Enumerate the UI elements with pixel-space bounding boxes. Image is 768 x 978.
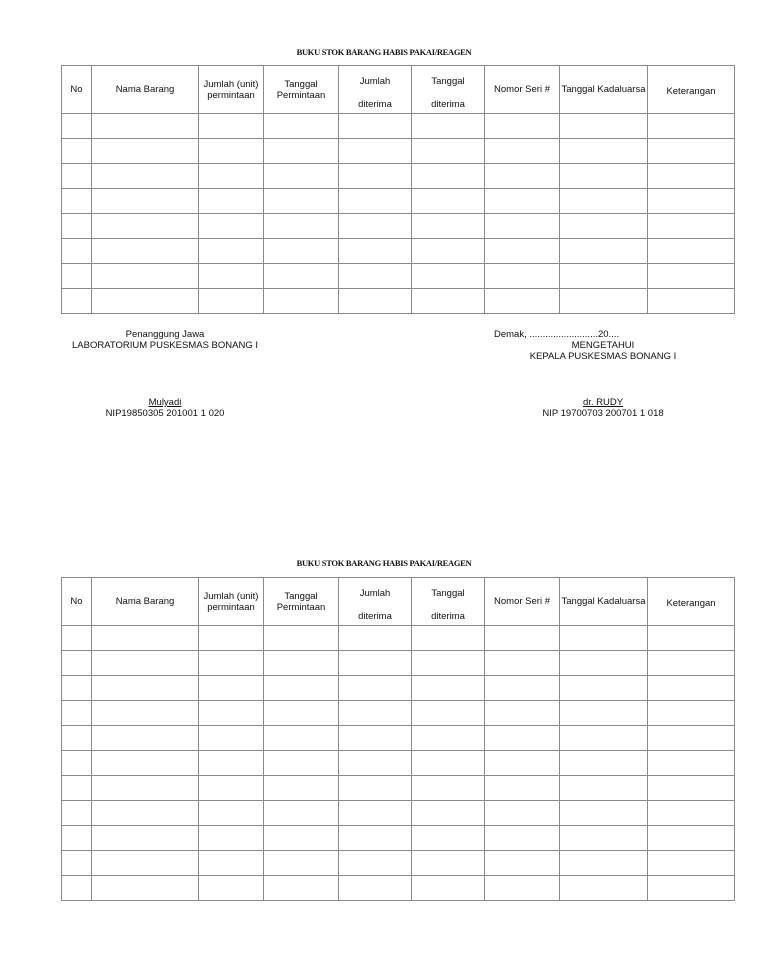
table-cell[interactable]: [560, 239, 648, 264]
table-cell[interactable]: [560, 264, 648, 289]
table-cell[interactable]: [485, 114, 560, 139]
col-no: No: [62, 66, 92, 114]
table-cell[interactable]: [412, 239, 485, 264]
signature-right-name: dr. RUDY: [582, 397, 624, 408]
table-cell[interactable]: [199, 851, 264, 876]
table-row: [62, 876, 735, 901]
table-cell[interactable]: [412, 876, 485, 901]
table-cell[interactable]: [199, 676, 264, 701]
table-cell[interactable]: [199, 751, 264, 776]
col-label: Tanggal: [284, 78, 318, 90]
table-cell[interactable]: [648, 651, 735, 676]
table-cell[interactable]: [264, 701, 339, 726]
table-cell[interactable]: [648, 139, 735, 164]
signature-left-title: Penanggung Jawa: [125, 329, 205, 340]
table-cell[interactable]: [560, 214, 648, 239]
table-cell[interactable]: [485, 801, 560, 826]
table-cell[interactable]: [648, 851, 735, 876]
table-cell[interactable]: [339, 826, 412, 851]
table-row: [62, 626, 735, 651]
table-cell[interactable]: [560, 139, 648, 164]
table-cell[interactable]: [485, 701, 560, 726]
table-header-row: [62, 66, 735, 114]
table-cell[interactable]: [648, 214, 735, 239]
table-cell[interactable]: [92, 626, 199, 651]
table-cell[interactable]: [92, 751, 199, 776]
table-cell[interactable]: [264, 214, 339, 239]
table-row: [62, 114, 735, 139]
table-cell[interactable]: [648, 189, 735, 214]
col-jumlah-permintaan: [199, 66, 264, 114]
table-cell[interactable]: [648, 876, 735, 901]
table-cell[interactable]: [485, 239, 560, 264]
table-cell[interactable]: [339, 876, 412, 901]
table-cell[interactable]: [264, 139, 339, 164]
signature-left-org: LABORATORIUM PUSKESMAS BONANG I: [72, 340, 258, 351]
table-cell[interactable]: [92, 876, 199, 901]
table-cell[interactable]: [264, 264, 339, 289]
table-cell[interactable]: [264, 851, 339, 876]
col-label: Tanggal: [431, 75, 465, 87]
table-cell[interactable]: [412, 776, 485, 801]
table-cell[interactable]: [412, 264, 485, 289]
table-cell[interactable]: [62, 676, 92, 701]
table-cell[interactable]: [412, 651, 485, 676]
table-row: [62, 164, 735, 189]
table-cell[interactable]: [92, 239, 199, 264]
table-row: [62, 214, 735, 239]
table-cell[interactable]: [485, 876, 560, 901]
col-kadaluarsa: Tanggal Kadaluarsa: [560, 66, 648, 114]
table-cell[interactable]: [199, 801, 264, 826]
table-cell[interactable]: [92, 726, 199, 751]
table-cell[interactable]: [412, 826, 485, 851]
table-cell[interactable]: [264, 239, 339, 264]
col-jumlah-permintaan: [199, 578, 264, 626]
table-row: [62, 851, 735, 876]
col-label: Jumlah: [359, 75, 391, 87]
table-cell[interactable]: [560, 164, 648, 189]
col-tanggal-diterima: [412, 66, 485, 114]
table-cell[interactable]: [62, 751, 92, 776]
table-cell[interactable]: [648, 114, 735, 139]
table-cell[interactable]: [485, 676, 560, 701]
table-cell[interactable]: [339, 676, 412, 701]
signature-left-nip: NIP19850305 201001 1 020: [105, 408, 225, 419]
col-nama-barang: Nama Barang: [92, 578, 199, 626]
table-cell[interactable]: [339, 164, 412, 189]
table-cell[interactable]: [560, 776, 648, 801]
table-cell[interactable]: [339, 214, 412, 239]
col-label: Jumlah (unit): [203, 590, 259, 602]
col-label: Permintaan: [276, 601, 326, 613]
table-cell[interactable]: [264, 189, 339, 214]
table-cell[interactable]: [92, 826, 199, 851]
table-cell[interactable]: [648, 726, 735, 751]
table-cell[interactable]: [92, 701, 199, 726]
table-cell[interactable]: [485, 164, 560, 189]
table-row: [62, 776, 735, 801]
signature-left: [60, 329, 270, 351]
table-cell[interactable]: [648, 701, 735, 726]
table-cell[interactable]: [62, 114, 92, 139]
table-row: [62, 264, 735, 289]
col-keterangan: Keterangan: [648, 66, 735, 114]
col-label: permintaan: [207, 601, 255, 613]
signature-right-nip: NIP 19700703 200701 1 018: [542, 408, 664, 419]
col-tanggal-permintaan: [264, 578, 339, 626]
table-cell[interactable]: [339, 851, 412, 876]
table-cell[interactable]: [560, 826, 648, 851]
table-cell[interactable]: [92, 264, 199, 289]
signature-left-name: Mulyadi: [148, 397, 182, 408]
table-cell[interactable]: [648, 676, 735, 701]
table-cell[interactable]: [264, 726, 339, 751]
table-cell[interactable]: [412, 726, 485, 751]
signature-right-title: MENGETAHUI: [571, 340, 635, 351]
table-row: [62, 801, 735, 826]
table-cell[interactable]: [412, 289, 485, 314]
table-cell[interactable]: [92, 289, 199, 314]
table-cell[interactable]: [199, 189, 264, 214]
table-cell[interactable]: [199, 264, 264, 289]
table-cell[interactable]: [62, 214, 92, 239]
table-cell[interactable]: [264, 651, 339, 676]
table-cell[interactable]: [560, 626, 648, 651]
stock-table: [61, 577, 735, 901]
table-cell[interactable]: [648, 751, 735, 776]
table-cell[interactable]: [62, 776, 92, 801]
table-cell[interactable]: [560, 651, 648, 676]
col-kadaluarsa: Tanggal Kadaluarsa: [560, 578, 648, 626]
table-cell[interactable]: [199, 289, 264, 314]
table-cell[interactable]: [648, 801, 735, 826]
table-cell[interactable]: [485, 264, 560, 289]
table-cell[interactable]: [485, 826, 560, 851]
table-cell[interactable]: [412, 114, 485, 139]
signature-left-block: [60, 397, 270, 419]
table-cell[interactable]: [560, 726, 648, 751]
table-cell[interactable]: [485, 776, 560, 801]
col-label: permintaan: [207, 89, 255, 101]
table-row: [62, 139, 735, 164]
table-cell[interactable]: [92, 676, 199, 701]
table-row: [62, 651, 735, 676]
table-cell[interactable]: [485, 289, 560, 314]
col-label: diterima: [431, 610, 465, 622]
table-cell[interactable]: [485, 214, 560, 239]
table-cell[interactable]: [648, 289, 735, 314]
table-cell[interactable]: [264, 114, 339, 139]
table-cell[interactable]: [560, 189, 648, 214]
table-cell[interactable]: [339, 139, 412, 164]
table-cell[interactable]: [412, 751, 485, 776]
signature-right: [503, 340, 703, 362]
table-cell[interactable]: [648, 264, 735, 289]
table-cell[interactable]: [560, 701, 648, 726]
table-row: [62, 189, 735, 214]
col-jumlah-diterima: [339, 66, 412, 114]
table-cell[interactable]: [412, 189, 485, 214]
col-label: diterima: [358, 98, 392, 110]
table-cell[interactable]: [62, 726, 92, 751]
table-cell[interactable]: [62, 801, 92, 826]
col-label: Permintaan: [276, 89, 326, 101]
table-cell[interactable]: [62, 289, 92, 314]
table-cell[interactable]: [412, 626, 485, 651]
col-nama-barang: Nama Barang: [92, 66, 199, 114]
table-cell[interactable]: [264, 801, 339, 826]
table-cell[interactable]: [92, 851, 199, 876]
table-cell[interactable]: [264, 826, 339, 851]
table-cell[interactable]: [92, 164, 199, 189]
table-cell[interactable]: [264, 676, 339, 701]
table-cell[interactable]: [560, 289, 648, 314]
table-cell[interactable]: [412, 139, 485, 164]
table-row: [62, 239, 735, 264]
table-cell[interactable]: [485, 726, 560, 751]
table-cell[interactable]: [264, 776, 339, 801]
table-cell[interactable]: [339, 726, 412, 751]
table-cell[interactable]: [199, 876, 264, 901]
table-cell[interactable]: [62, 239, 92, 264]
table-cell[interactable]: [62, 189, 92, 214]
table-cell[interactable]: [412, 801, 485, 826]
table-cell[interactable]: [264, 751, 339, 776]
table-cell[interactable]: [412, 676, 485, 701]
signature-right-block: [503, 397, 703, 419]
col-tanggal-permintaan: [264, 66, 339, 114]
table-cell[interactable]: [648, 239, 735, 264]
table-cell[interactable]: [199, 651, 264, 676]
col-label: Tanggal: [284, 590, 318, 602]
table-cell[interactable]: [62, 876, 92, 901]
table-cell[interactable]: [485, 139, 560, 164]
table-cell[interactable]: [92, 801, 199, 826]
table-cell[interactable]: [62, 701, 92, 726]
table-cell[interactable]: [199, 701, 264, 726]
table-cell[interactable]: [339, 114, 412, 139]
table-cell[interactable]: [412, 214, 485, 239]
table-cell[interactable]: [62, 164, 92, 189]
table-cell[interactable]: [339, 651, 412, 676]
table-row: [62, 289, 735, 314]
col-tanggal-diterima: [412, 578, 485, 626]
table-cell[interactable]: [339, 239, 412, 264]
signature-right-place: Demak, ..........................20....: [494, 329, 620, 340]
table-cell[interactable]: [199, 626, 264, 651]
table-row: [62, 701, 735, 726]
table-cell[interactable]: [560, 851, 648, 876]
col-nomor-seri: Nomor Seri #: [485, 66, 560, 114]
col-label: Jumlah: [359, 587, 391, 599]
table-cell[interactable]: [412, 164, 485, 189]
table-cell[interactable]: [339, 776, 412, 801]
table-row: [62, 726, 735, 751]
table-cell[interactable]: [485, 651, 560, 676]
table-cell[interactable]: [339, 626, 412, 651]
col-label: Jumlah (unit): [203, 78, 259, 90]
table-cell[interactable]: [412, 701, 485, 726]
table-cell[interactable]: [560, 751, 648, 776]
table-cell[interactable]: [648, 826, 735, 851]
col-nomor-seri: Nomor Seri #: [485, 578, 560, 626]
table-row: [62, 826, 735, 851]
table-cell[interactable]: [648, 164, 735, 189]
table-cell[interactable]: [199, 826, 264, 851]
table-cell[interactable]: [92, 651, 199, 676]
table-cell[interactable]: [199, 114, 264, 139]
table-cell[interactable]: [199, 214, 264, 239]
col-label: diterima: [431, 98, 465, 110]
table-cell[interactable]: [339, 801, 412, 826]
table-cell[interactable]: [92, 214, 199, 239]
table-cell[interactable]: [339, 701, 412, 726]
table-cell[interactable]: [648, 626, 735, 651]
table-cell[interactable]: [62, 651, 92, 676]
table-cell[interactable]: [62, 851, 92, 876]
table-cell[interactable]: [339, 751, 412, 776]
table-cell[interactable]: [264, 289, 339, 314]
table-cell[interactable]: [485, 751, 560, 776]
table-cell[interactable]: [62, 264, 92, 289]
table-cell[interactable]: [92, 776, 199, 801]
table-cell[interactable]: [62, 139, 92, 164]
table-cell[interactable]: [92, 114, 199, 139]
col-label: Tanggal: [431, 587, 465, 599]
table-row: [62, 676, 735, 701]
table-cell[interactable]: [339, 289, 412, 314]
table-cell[interactable]: [199, 726, 264, 751]
table-cell[interactable]: [199, 239, 264, 264]
table-cell[interactable]: [199, 164, 264, 189]
table-cell[interactable]: [648, 776, 735, 801]
table-cell[interactable]: [485, 851, 560, 876]
col-label: diterima: [358, 610, 392, 622]
table-cell[interactable]: [264, 626, 339, 651]
table-cell[interactable]: [264, 876, 339, 901]
table-cell[interactable]: [92, 189, 199, 214]
table-cell[interactable]: [199, 139, 264, 164]
stock-table: [61, 65, 735, 314]
form-title: BUKU STOK BARANG HABIS PAKAI/REAGEN: [296, 47, 472, 57]
table-cell[interactable]: [62, 626, 92, 651]
table-row: [62, 751, 735, 776]
table-cell[interactable]: [199, 776, 264, 801]
table-cell[interactable]: [485, 626, 560, 651]
table-header-row: [62, 578, 735, 626]
form-title: BUKU STOK BARANG HABIS PAKAI/REAGEN: [296, 558, 472, 568]
table-cell[interactable]: [560, 801, 648, 826]
table-cell[interactable]: [92, 139, 199, 164]
table-cell[interactable]: [485, 189, 560, 214]
table-cell[interactable]: [560, 676, 648, 701]
table-cell[interactable]: [560, 114, 648, 139]
table-cell[interactable]: [264, 164, 339, 189]
col-no: No: [62, 578, 92, 626]
table-cell[interactable]: [560, 876, 648, 901]
table-cell[interactable]: [339, 189, 412, 214]
table-cell[interactable]: [412, 851, 485, 876]
table-cell[interactable]: [339, 264, 412, 289]
col-keterangan: Keterangan: [648, 578, 735, 626]
col-jumlah-diterima: [339, 578, 412, 626]
table-cell[interactable]: [62, 826, 92, 851]
signature-right-org: KEPALA PUSKESMAS BONANG I: [529, 351, 677, 362]
